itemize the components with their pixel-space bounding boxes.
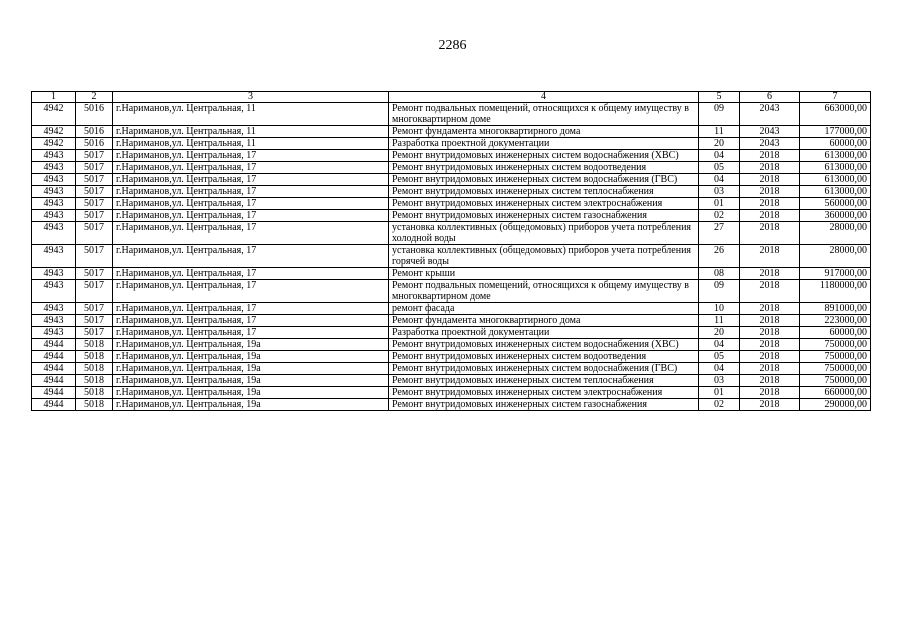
year-cell: 2043: [740, 103, 800, 126]
record-number-cell: 4942: [32, 103, 76, 126]
record-number-cell: 4944: [32, 351, 76, 363]
work-code-cell: 09: [699, 280, 740, 303]
house-id-cell: 5017: [76, 327, 113, 339]
work-type-cell: установка коллективных (общедомовых) приборов учета потребления горячей воды: [389, 245, 699, 268]
address-cell: г.Нариманов,ул. Центральная, 17: [113, 210, 389, 222]
address-cell: г.Нариманов,ул. Центральная, 17: [113, 245, 389, 268]
record-number-cell: 4944: [32, 375, 76, 387]
work-code-cell: 27: [699, 222, 740, 245]
column-header-4: 4: [389, 92, 699, 103]
work-type-cell: Ремонт фундамента многоквартирного дома: [389, 126, 699, 138]
year-cell: 2018: [740, 339, 800, 351]
work-type-cell: Ремонт внутридомовых инженерных систем водоснабжения (ГВС): [389, 174, 699, 186]
work-type-cell: Разработка проектной документации: [389, 327, 699, 339]
record-number-cell: 4943: [32, 162, 76, 174]
address-cell: г.Нариманов,ул. Центральная, 19а: [113, 339, 389, 351]
year-cell: 2018: [740, 363, 800, 375]
house-id-cell: 5017: [76, 280, 113, 303]
house-id-cell: 5018: [76, 387, 113, 399]
year-cell: 2018: [740, 375, 800, 387]
address-cell: г.Нариманов,ул. Центральная, 19а: [113, 375, 389, 387]
work-code-cell: 03: [699, 375, 740, 387]
table-row: [32, 103, 871, 126]
work-code-cell: 05: [699, 351, 740, 363]
cost-cell: 750000,00: [800, 339, 871, 351]
record-number-cell: 4943: [32, 327, 76, 339]
work-type-cell: Ремонт крыши: [389, 268, 699, 280]
work-type-cell: Ремонт фундамента многоквартирного дома: [389, 315, 699, 327]
address-cell: г.Нариманов,ул. Центральная, 17: [113, 150, 389, 162]
work-code-cell: 05: [699, 162, 740, 174]
work-code-cell: 10: [699, 303, 740, 315]
cost-cell: 290000,00: [800, 399, 871, 411]
table-row: [32, 126, 871, 138]
house-id-cell: 5016: [76, 103, 113, 126]
record-number-cell: 4943: [32, 268, 76, 280]
house-id-cell: 5017: [76, 150, 113, 162]
work-code-cell: 11: [699, 315, 740, 327]
work-code-cell: 01: [699, 387, 740, 399]
address-cell: г.Нариманов,ул. Центральная, 17: [113, 198, 389, 210]
table-row: [32, 186, 871, 198]
work-code-cell: 08: [699, 268, 740, 280]
house-id-cell: 5018: [76, 399, 113, 411]
year-cell: 2018: [740, 327, 800, 339]
work-type-cell: Ремонт внутридомовых инженерных систем водоснабжения (ХВС): [389, 150, 699, 162]
record-number-cell: 4943: [32, 315, 76, 327]
year-cell: 2018: [740, 268, 800, 280]
record-number-cell: 4944: [32, 399, 76, 411]
house-id-cell: 5017: [76, 268, 113, 280]
table-row: [32, 245, 871, 268]
work-code-cell: 20: [699, 138, 740, 150]
cost-cell: 177000,00: [800, 126, 871, 138]
work-code-cell: 02: [699, 399, 740, 411]
address-cell: г.Нариманов,ул. Центральная, 11: [113, 126, 389, 138]
cost-cell: 663000,00: [800, 103, 871, 126]
house-id-cell: 5017: [76, 174, 113, 186]
column-header-1: 1: [32, 92, 76, 103]
table-row: [32, 363, 871, 375]
table-row: [32, 339, 871, 351]
house-id-cell: 5017: [76, 186, 113, 198]
cost-cell: 1180000,00: [800, 280, 871, 303]
cost-cell: 60000,00: [800, 327, 871, 339]
address-cell: г.Нариманов,ул. Центральная, 19а: [113, 351, 389, 363]
cost-cell: 750000,00: [800, 363, 871, 375]
house-id-cell: 5018: [76, 375, 113, 387]
table-row: [32, 174, 871, 186]
year-cell: 2018: [740, 162, 800, 174]
table-row: [32, 399, 871, 411]
address-cell: г.Нариманов,ул. Центральная, 17: [113, 268, 389, 280]
house-id-cell: 5018: [76, 339, 113, 351]
house-id-cell: 5018: [76, 351, 113, 363]
table-row: [32, 315, 871, 327]
work-code-cell: 04: [699, 363, 740, 375]
work-type-cell: Ремонт внутридомовых инженерных систем электроснабжения: [389, 387, 699, 399]
column-header-7: 7: [800, 92, 871, 103]
cost-cell: 917000,00: [800, 268, 871, 280]
address-cell: г.Нариманов,ул. Центральная, 19а: [113, 363, 389, 375]
house-id-cell: 5017: [76, 222, 113, 245]
house-id-cell: 5016: [76, 138, 113, 150]
house-id-cell: 5017: [76, 315, 113, 327]
work-type-cell: Ремонт подвальных помещений, относящихся к общему имуществу в многоквартирном доме: [389, 280, 699, 303]
year-cell: 2018: [740, 399, 800, 411]
work-type-cell: ремонт фасада: [389, 303, 699, 315]
record-number-cell: 4944: [32, 363, 76, 375]
work-code-cell: 04: [699, 174, 740, 186]
address-cell: г.Нариманов,ул. Центральная, 11: [113, 138, 389, 150]
table-row: [32, 351, 871, 363]
year-cell: 2018: [740, 315, 800, 327]
address-cell: г.Нариманов,ул. Центральная, 19а: [113, 387, 389, 399]
year-cell: 2043: [740, 126, 800, 138]
address-cell: г.Нариманов,ул. Центральная, 11: [113, 103, 389, 126]
record-number-cell: 4943: [32, 174, 76, 186]
table-row: [32, 327, 871, 339]
record-number-cell: 4943: [32, 210, 76, 222]
column-header-5: 5: [699, 92, 740, 103]
address-cell: г.Нариманов,ул. Центральная, 17: [113, 222, 389, 245]
cost-cell: 891000,00: [800, 303, 871, 315]
address-cell: г.Нариманов,ул. Центральная, 17: [113, 186, 389, 198]
cost-cell: 613000,00: [800, 174, 871, 186]
record-number-cell: 4943: [32, 150, 76, 162]
table-row: [32, 268, 871, 280]
work-type-cell: Ремонт внутридомовых инженерных систем водоотведения: [389, 351, 699, 363]
address-cell: г.Нариманов,ул. Центральная, 17: [113, 174, 389, 186]
table-row: [32, 210, 871, 222]
work-code-cell: 04: [699, 150, 740, 162]
table-body: [32, 103, 871, 411]
table-row: [32, 303, 871, 315]
cost-cell: 660000,00: [800, 387, 871, 399]
house-id-cell: 5017: [76, 210, 113, 222]
record-number-cell: 4942: [32, 138, 76, 150]
house-id-cell: 5017: [76, 162, 113, 174]
record-number-cell: 4942: [32, 126, 76, 138]
year-cell: 2018: [740, 303, 800, 315]
column-header-3: 3: [113, 92, 389, 103]
work-type-cell: Ремонт внутридомовых инженерных систем электроснабжения: [389, 198, 699, 210]
work-type-cell: Ремонт внутридомовых инженерных систем теплоснабжения: [389, 186, 699, 198]
table-row: [32, 150, 871, 162]
record-number-cell: 4943: [32, 222, 76, 245]
cost-cell: 28000,00: [800, 245, 871, 268]
work-type-cell: Разработка проектной документации: [389, 138, 699, 150]
table-row: [32, 375, 871, 387]
record-number-cell: 4944: [32, 339, 76, 351]
year-cell: 2018: [740, 245, 800, 268]
column-header-6: 6: [740, 92, 800, 103]
year-cell: 2018: [740, 174, 800, 186]
year-cell: 2018: [740, 387, 800, 399]
cost-cell: 223000,00: [800, 315, 871, 327]
cost-cell: 750000,00: [800, 375, 871, 387]
work-code-cell: 20: [699, 327, 740, 339]
work-type-cell: Ремонт внутридомовых инженерных систем водоснабжения (ГВС): [389, 363, 699, 375]
year-cell: 2018: [740, 150, 800, 162]
address-cell: г.Нариманов,ул. Центральная, 17: [113, 162, 389, 174]
cost-cell: 360000,00: [800, 210, 871, 222]
record-number-cell: 4943: [32, 198, 76, 210]
record-number-cell: 4943: [32, 303, 76, 315]
cost-cell: 613000,00: [800, 186, 871, 198]
table-row: [32, 138, 871, 150]
cost-cell: 560000,00: [800, 198, 871, 210]
address-cell: г.Нариманов,ул. Центральная, 19а: [113, 399, 389, 411]
year-cell: 2043: [740, 138, 800, 150]
table-row: [32, 198, 871, 210]
cost-cell: 613000,00: [800, 150, 871, 162]
work-type-cell: Ремонт внутридомовых инженерных систем газоснабжения: [389, 210, 699, 222]
work-type-cell: Ремонт внутридомовых инженерных систем водоснабжения (ХВС): [389, 339, 699, 351]
work-code-cell: 26: [699, 245, 740, 268]
year-cell: 2018: [740, 280, 800, 303]
work-type-cell: установка коллективных (общедомовых) приборов учета потребления холодной воды: [389, 222, 699, 245]
house-id-cell: 5016: [76, 126, 113, 138]
house-id-cell: 5017: [76, 198, 113, 210]
work-code-cell: 11: [699, 126, 740, 138]
house-id-cell: 5017: [76, 303, 113, 315]
record-number-cell: 4943: [32, 186, 76, 198]
house-id-cell: 5017: [76, 245, 113, 268]
record-number-cell: 4943: [32, 245, 76, 268]
table-row: [32, 387, 871, 399]
address-cell: г.Нариманов,ул. Центральная, 17: [113, 315, 389, 327]
year-cell: 2018: [740, 351, 800, 363]
address-cell: г.Нариманов,ул. Центральная, 17: [113, 303, 389, 315]
column-header-2: 2: [76, 92, 113, 103]
work-type-cell: Ремонт подвальных помещений, относящихся к общему имуществу в многоквартирном доме: [389, 103, 699, 126]
cost-cell: 750000,00: [800, 351, 871, 363]
cost-cell: 613000,00: [800, 162, 871, 174]
registry-table: [31, 91, 871, 411]
work-code-cell: 04: [699, 339, 740, 351]
work-code-cell: 09: [699, 103, 740, 126]
work-type-cell: Ремонт внутридомовых инженерных систем водоотведения: [389, 162, 699, 174]
year-cell: 2018: [740, 186, 800, 198]
address-cell: г.Нариманов,ул. Центральная, 17: [113, 327, 389, 339]
work-code-cell: 01: [699, 198, 740, 210]
table-row: [32, 222, 871, 245]
header-row: [32, 92, 871, 103]
work-code-cell: 03: [699, 186, 740, 198]
table-row: [32, 162, 871, 174]
work-type-cell: Ремонт внутридомовых инженерных систем теплоснабжения: [389, 375, 699, 387]
cost-cell: 60000,00: [800, 138, 871, 150]
table-row: [32, 280, 871, 303]
work-code-cell: 02: [699, 210, 740, 222]
work-type-cell: Ремонт внутридомовых инженерных систем газоснабжения: [389, 399, 699, 411]
year-cell: 2018: [740, 222, 800, 245]
address-cell: г.Нариманов,ул. Центральная, 17: [113, 280, 389, 303]
record-number-cell: 4944: [32, 387, 76, 399]
house-id-cell: 5018: [76, 363, 113, 375]
record-number-cell: 4943: [32, 280, 76, 303]
year-cell: 2018: [740, 198, 800, 210]
cost-cell: 28000,00: [800, 222, 871, 245]
page-number: 2286: [438, 38, 467, 53]
year-cell: 2018: [740, 210, 800, 222]
